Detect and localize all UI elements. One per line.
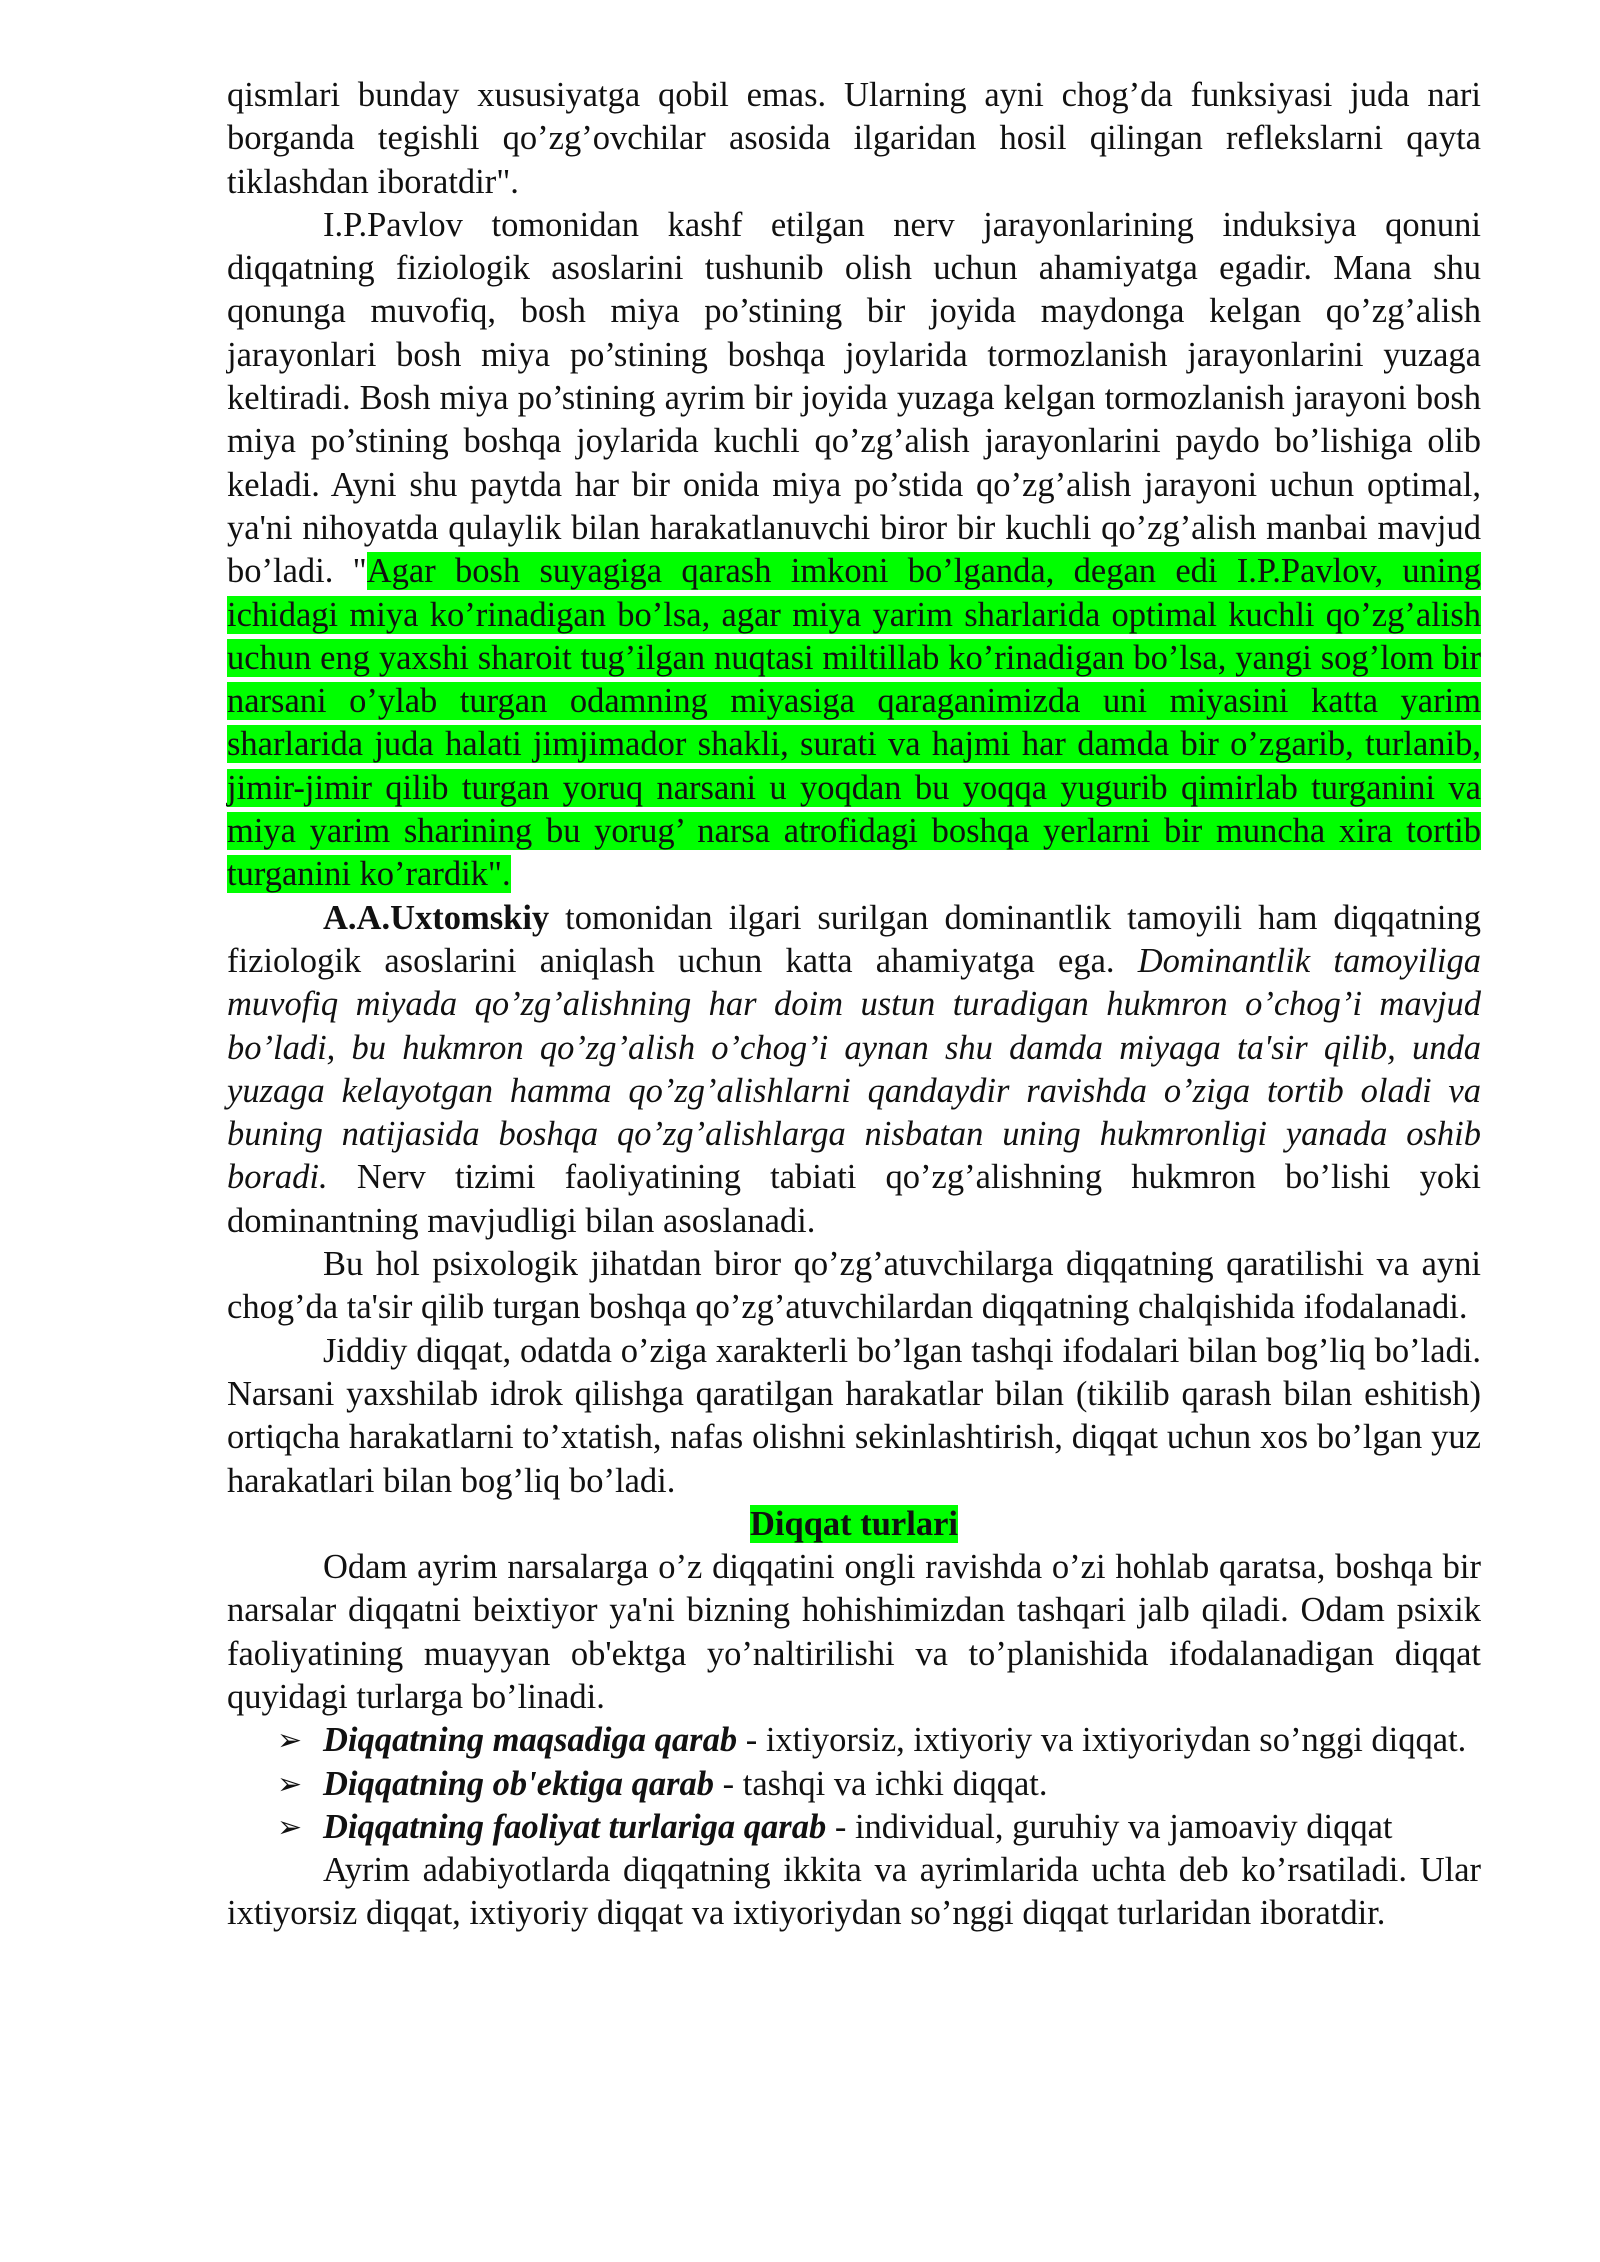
arrowhead-bullet-icon: ➢ xyxy=(277,1723,303,1759)
list-item-text: - individual, guruhiy va jamoaviy diqqat xyxy=(826,1807,1393,1846)
list-item-term: Diqqatning ob'ektiga qarab xyxy=(323,1764,715,1803)
paragraph-pavlov-text: I.P.Pavlov tomonidan kashf etilgan nerv jarayonlarining induksiya qonuni diqqatning fiziologik asoslarini tushunib olish uchun ahamiyatga egadir. Mana shu qonunga muvofiq, bosh miya po’stining bir joyida maydonga kelgan qo’zg’alish jarayonlari bosh miya po’stining boshqa joylarida tormozlanish jarayonlarini yuzaga keltiradi. Bosh miya po’stining ayrim bir joyida yuzaga kelgan tormozlanish jarayoni bosh miya po’stining boshqa joylarida kuchli qo’zg’alish jarayonlarini paydo bo’lishiga olib keladi. Ayni shu paytda har bir onida miya po’stida qo’zg’alish jarayoni uchun optimal, ya'ni nihoyatda qulaylik bilan harakatlanuvchi biror bir kuchli qo’zg’alish manbai mavjud bo’ladi. " xyxy=(227,205,1481,591)
paragraph-uxtomskiy-end: Nerv tizimi faoliyatining tabiati qo’zg’alishning hukmron bo’lishi yoki dominantning mavjudligi bilan asoslanadi. xyxy=(227,1158,1481,1240)
paragraph-5: Jiddiy diqqat, odatda o’ziga xarakterli bo’lgan tashqi ifodalari bilan bog’liq bo’ladi. Narsani yaxshilab idrok qilishga qaratilgan harakatlar bilan (tikilib qarash bilan eshitish) ortiqcha harakatlarni to’xtatish, nafas olishni sekinlashtirish, diqqat uchun xos bo’lgan yuz harakatlari bilan bog’liq bo’ladi. xyxy=(227,1331,1481,1500)
list-item xyxy=(227,1719,1481,1762)
highlighted-quote: Agar bosh suyagiga qarash imkoni bo’lganda, degan edi I.P.Pavlov, uning ichidagi miya ko’rinadigan bo’lsa, agar miya yarim sharlarida optimal kuchli qo’zg’alish uchun eng yaxshi sharoit tug’ilgan nuqtasi miltillab ko’rinadigan bo’lsa, yangi sog’lom bir narsani o’ylab turgan odamning miyasiga qaraganimizda uni miyasini katta yarim sharlarida juda halati jimjimador shakli, surati va hajmi har damda bir o’zgarib, turlanib, jimir-jimir qilib turgan yoruq narsani u yoqdan bu yoqqa yugurib qimirlab turganini va miya yarim sharining bu yorug’ narsa atrofidagi boshqa yerlarni bir muncha xira tortib turganini ko’rardik". xyxy=(227,552,1481,894)
list-item-text: - ixtiyorsiz, ixtiyoriy va ixtiyoriydan so’nggi diqqat. xyxy=(737,1721,1467,1760)
author-name-bold: A.A.Uxtomskiy xyxy=(323,898,550,937)
dominant-principle-italic: Dominantlik tamoyiliga muvofiq miyada qo’zg’alishning har doim ustun turadigan hukmron o’chog’i mavjud bo’ladi, bu hukmron qo’zg’alish o’chog’i aynan shu damda miyaga ta'sir qilib, unda yuzaga kelayotgan hamma qo’zg’alishlarni qandaydir ravishda o’ziga tortib oladi va buning natijasida boshqa qo’zg’alishlarga nisbatan uning hukmronligi yanada oshib boradi. xyxy=(227,941,1482,1197)
list-item xyxy=(227,1806,1481,1849)
paragraph-1: qismlari bunday xususiyatga qobil emas. Ularning ayni chog’da funksiyasi juda nari borganda tegishli qo’zg’ovchilar asosida ilgaridan hosil qilingan reflekslarni qayta tiklashdan iboratdir". xyxy=(227,76,1481,201)
paragraph-4: Bu hol psixologik jihatdan biror qo’zg’atuvchilarga diqqatning qaratilishi va ayni chog’da ta'sir qilib turgan boshqa qo’zg’atuvchilardan diqqatning chalqishida ifodalanadi. xyxy=(227,1245,1481,1327)
paragraph-7: Ayrim adabiyotlarda diqqatning ikkita va ayrimlarida uchta deb ko’rsatiladi. Ular ixtiyorsiz diqqat, ixtiyoriy diqqat va ixtiyoriydan so’nggi diqqat turlaridan iboratdir. xyxy=(227,1851,1481,1933)
paragraph-pavlov xyxy=(227,204,1481,897)
list-item-term: Diqqatning maqsadiga qarab xyxy=(323,1721,738,1760)
list-item xyxy=(227,1763,1481,1806)
section-heading xyxy=(227,1503,1481,1546)
section-heading-text: Diqqat turlari xyxy=(750,1504,958,1543)
arrowhead-bullet-icon: ➢ xyxy=(277,1809,303,1845)
arrowhead-bullet-icon: ➢ xyxy=(277,1766,303,1802)
paragraph-6: Odam ayrim narsalarga o’z diqqatini ongli ravishda o’zi hohlab qaratsa, boshqa bir narsalar diqqatni beixtiyor ya'ni bizning hohishimizdan tashqari jalb qiladi. Odam psixik faoliyatining muayyan ob'ektga yo’naltirilishi va to’planishida ifodalanadigan diqqat quyidagi turlarga bo’linadi. xyxy=(227,1548,1481,1716)
paragraph-uxtomskiy xyxy=(227,897,1481,1243)
paragraph-uxtomskiy-text: tomonidan ilgari surilgan dominantlik tamoyili ham diqqatning fiziologik asoslarini aniqlash uchun katta ahamiyatga ega. xyxy=(227,898,1481,980)
list-item-term: Diqqatning faoliyat turlariga qarab xyxy=(323,1807,827,1846)
list-item-text: - tashqi va ichki diqqat. xyxy=(714,1764,1048,1803)
document-page xyxy=(227,74,1481,1936)
attention-types-list xyxy=(227,1719,1481,1849)
